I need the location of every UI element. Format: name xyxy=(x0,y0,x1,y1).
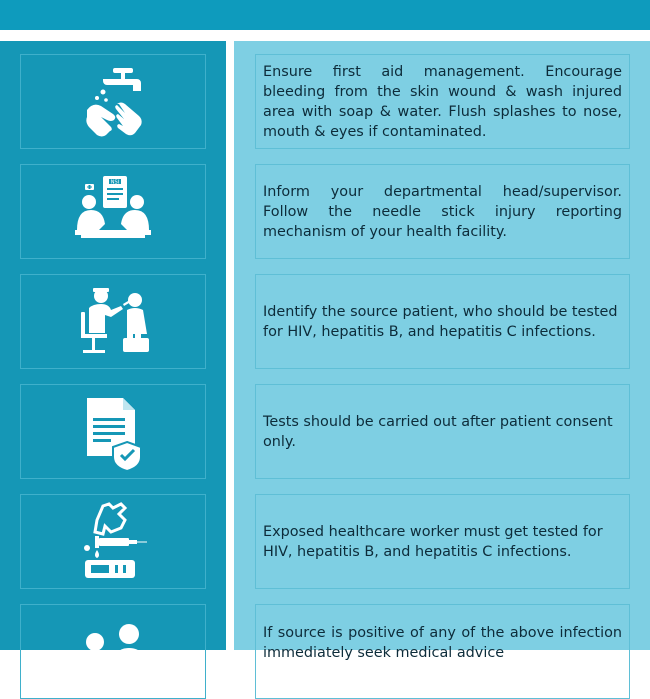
step-4-text: Tests should be carried out after patient consent only. xyxy=(263,413,613,450)
step-6-icon-box xyxy=(20,604,206,699)
report-consultation-icon xyxy=(73,172,153,252)
step-5-icon-box xyxy=(20,494,206,589)
nsi-label: NSI xyxy=(110,179,120,185)
syringe-test-kit-icon xyxy=(73,502,153,582)
step-1-text-box xyxy=(255,54,630,149)
step-2-icon-box xyxy=(20,164,206,259)
step-2-text: Inform your departmental head/supervisor. Follow the needle stick injury reporting mechanism of your health facility. xyxy=(263,183,622,240)
step-3-text-box xyxy=(255,274,630,369)
step-4-icon-box xyxy=(20,384,206,479)
step-2-text-box xyxy=(255,164,630,259)
step-5-text-box xyxy=(255,494,630,589)
step-5-text: Exposed healthcare worker must get tested for HIV, hepatitis B, and hepatitis C infections. xyxy=(263,523,603,560)
handwash-tap-icon xyxy=(73,62,153,142)
two-people-icon xyxy=(73,612,153,692)
doctor-patient-icon xyxy=(73,282,153,362)
step-1-text: Ensure first aid management. Encourage bleeding from the skin wound & wash injured area with soap & water. Flush splashes to nose, mouth & eyes if contaminated. xyxy=(263,63,622,140)
step-3-text: Identify the source patient, who should be tested for HIV, hepatitis B, and hepatitis C infections. xyxy=(263,303,618,340)
step-3-icon-box xyxy=(20,274,206,369)
step-6-text: If source is positive of any of the above infection immediately seek medical advice xyxy=(263,625,622,661)
header-bar xyxy=(0,0,650,30)
step-4-text-box xyxy=(255,384,630,479)
step-6-text-box xyxy=(255,604,630,699)
step-1-icon-box xyxy=(20,54,206,149)
consent-document-shield-icon xyxy=(73,392,153,472)
